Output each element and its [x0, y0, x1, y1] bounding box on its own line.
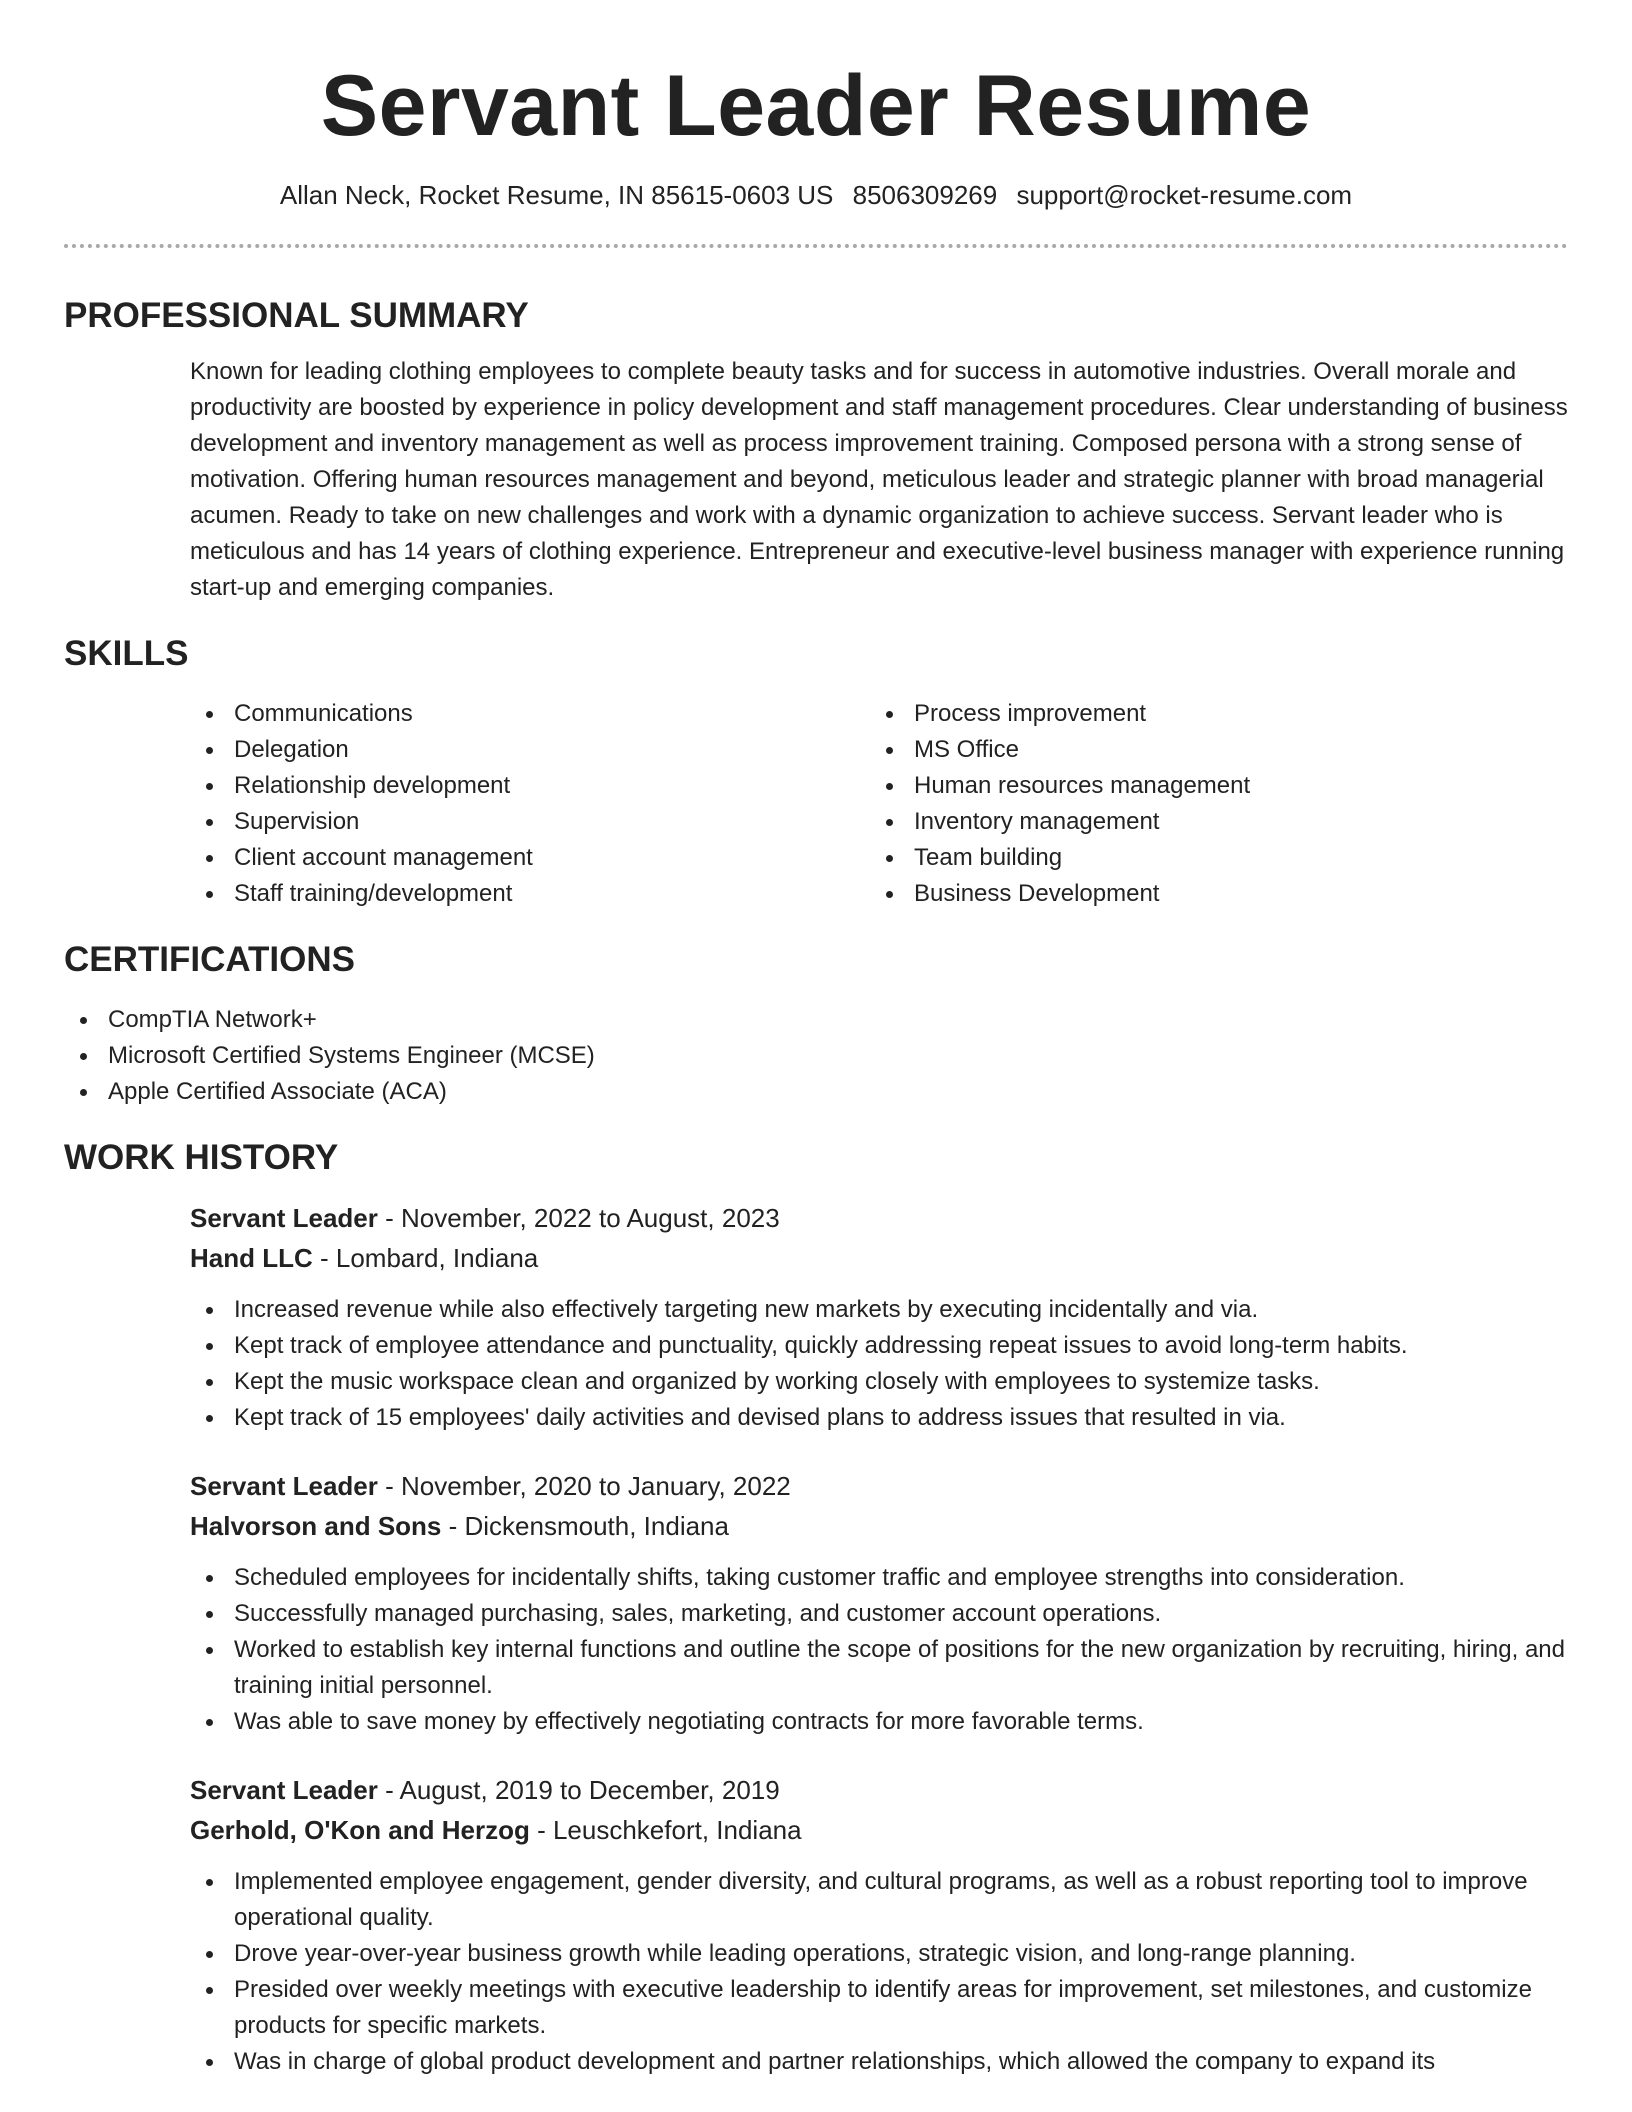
- job-title-line: [190, 1466, 1568, 1506]
- job-company: Gerhold, O'Kon and Herzog: [190, 1815, 530, 1845]
- job-dates: - November, 2020 to January, 2022: [377, 1471, 791, 1501]
- job-company-line: [190, 1506, 1568, 1546]
- skill-item: Communications: [190, 696, 870, 732]
- skill-item: Process improvement: [870, 696, 1550, 732]
- job-bullets: [190, 1292, 1568, 1436]
- job-bullets: [190, 1560, 1568, 1740]
- job-title-line: [190, 1198, 1568, 1238]
- job-bullet: Presided over weekly meetings with executive leadership to identify areas for improvement, set milestones, and customize products for specific markets.: [190, 1972, 1568, 2044]
- skill-item: Team building: [870, 840, 1550, 876]
- job-bullet: Kept the music workspace clean and organized by working closely with employees to systemize tasks.: [190, 1364, 1568, 1400]
- job-location: - Leuschkefort, Indiana: [529, 1815, 802, 1845]
- contact-email: support@rocket-resume.com: [1016, 180, 1353, 210]
- job-dates: - August, 2019 to December, 2019: [377, 1775, 780, 1805]
- skill-item: Human resources management: [870, 768, 1550, 804]
- job-bullet: Kept track of employee attendance and punctuality, quickly addressing repeat issues to avoid long-term habits.: [190, 1328, 1568, 1364]
- certifications-section: [64, 938, 1568, 1110]
- resume-title: Servant Leader Resume: [320, 58, 1312, 154]
- certifications-list: [64, 1002, 1568, 1110]
- job-title-line: [190, 1770, 1568, 1810]
- job-title: Servant Leader: [190, 1775, 378, 1805]
- skill-item: Staff training/development: [190, 876, 870, 912]
- job-bullet: Kept track of 15 employees' daily activities and devised plans to address issues that resulted in via.: [190, 1400, 1568, 1436]
- job-bullet: Successfully managed purchasing, sales, marketing, and customer account operations.: [190, 1596, 1568, 1632]
- skills-section: [64, 632, 1568, 912]
- contact-phone: 8506309269: [852, 180, 998, 210]
- summary-text: Known for leading clothing employees to complete beauty tasks and for success in automotive industries. Overall morale and productivity are boosted by experience in policy development and staff management procedures. Clear understanding of business development and inventory management as well as process improvement training. Composed persona with a strong sense of motivation. Offering human resources management and beyond, meticulous leader and strategic planner with broad managerial acumen. Ready to take on new challenges and work with a dynamic organization to achieve success. Servant leader who is meticulous and has 14 years of clothing experience. Entrepreneur and executive-level business manager with experience running start-up and emerging companies.: [190, 358, 1568, 601]
- skills-list-right: [870, 696, 1550, 912]
- skill-item: Relationship development: [190, 768, 870, 804]
- job-bullet: Was able to save money by effectively negotiating contracts for more favorable terms.: [190, 1704, 1568, 1740]
- header-divider: [64, 244, 1568, 248]
- skills-grid: [190, 696, 1568, 912]
- contact-address: Allan Neck, Rocket Resume, IN 85615-0603 US: [279, 180, 834, 210]
- job-entry: [190, 1466, 1568, 1740]
- job-bullets: [190, 1864, 1568, 2080]
- job-title: Servant Leader: [190, 1203, 378, 1233]
- summary-heading: PROFESSIONAL SUMMARY: [64, 296, 529, 335]
- job-company-line: [190, 1810, 1568, 1850]
- skill-item: Client account management: [190, 840, 870, 876]
- job-bullet: Increased revenue while also effectively targeting new markets by executing incidentally and via.: [190, 1292, 1568, 1328]
- job-company: Halvorson and Sons: [190, 1511, 442, 1541]
- summary-section: [64, 294, 1568, 606]
- skill-item: Inventory management: [870, 804, 1550, 840]
- certification-item: CompTIA Network+: [64, 1002, 1568, 1038]
- job-entry: [190, 1770, 1568, 2080]
- job-company-line: [190, 1238, 1568, 1278]
- skill-item: Supervision: [190, 804, 870, 840]
- job-bullet: Implemented employee engagement, gender diversity, and cultural programs, as well as a robust reporting tool to improve operational quality.: [190, 1864, 1568, 1936]
- skill-item: Delegation: [190, 732, 870, 768]
- job-dates: - November, 2022 to August, 2023: [377, 1203, 780, 1233]
- job-title: Servant Leader: [190, 1471, 378, 1501]
- job-bullet: Was in charge of global product development and partner relationships, which allowed the company to expand its: [190, 2044, 1568, 2080]
- job-bullet: Drove year-over-year business growth while leading operations, strategic vision, and long-range planning.: [190, 1936, 1568, 1972]
- job-location: - Lombard, Indiana: [312, 1243, 539, 1273]
- skill-item: Business Development: [870, 876, 1550, 912]
- work-history-section: [64, 1136, 1568, 2080]
- job-location: - Dickensmouth, Indiana: [441, 1511, 729, 1541]
- certification-item: Apple Certified Associate (ACA): [64, 1074, 1568, 1110]
- job-entry: [190, 1198, 1568, 1436]
- skills-heading: SKILLS: [64, 634, 189, 673]
- certification-item: Microsoft Certified Systems Engineer (MCSE): [64, 1038, 1568, 1074]
- job-company: Hand LLC: [190, 1243, 313, 1273]
- skills-list-left: [190, 696, 870, 912]
- work-history-heading: WORK HISTORY: [64, 1138, 339, 1177]
- certifications-heading: CERTIFICATIONS: [64, 940, 356, 979]
- job-bullet: Scheduled employees for incidentally shifts, taking customer traffic and employee strengths into consideration.: [190, 1560, 1568, 1596]
- job-bullet: Worked to establish key internal functions and outline the scope of positions for the new organization by recruiting, hiring, and training initial personnel.: [190, 1632, 1568, 1704]
- contact-line: [64, 178, 1568, 212]
- skill-item: MS Office: [870, 732, 1550, 768]
